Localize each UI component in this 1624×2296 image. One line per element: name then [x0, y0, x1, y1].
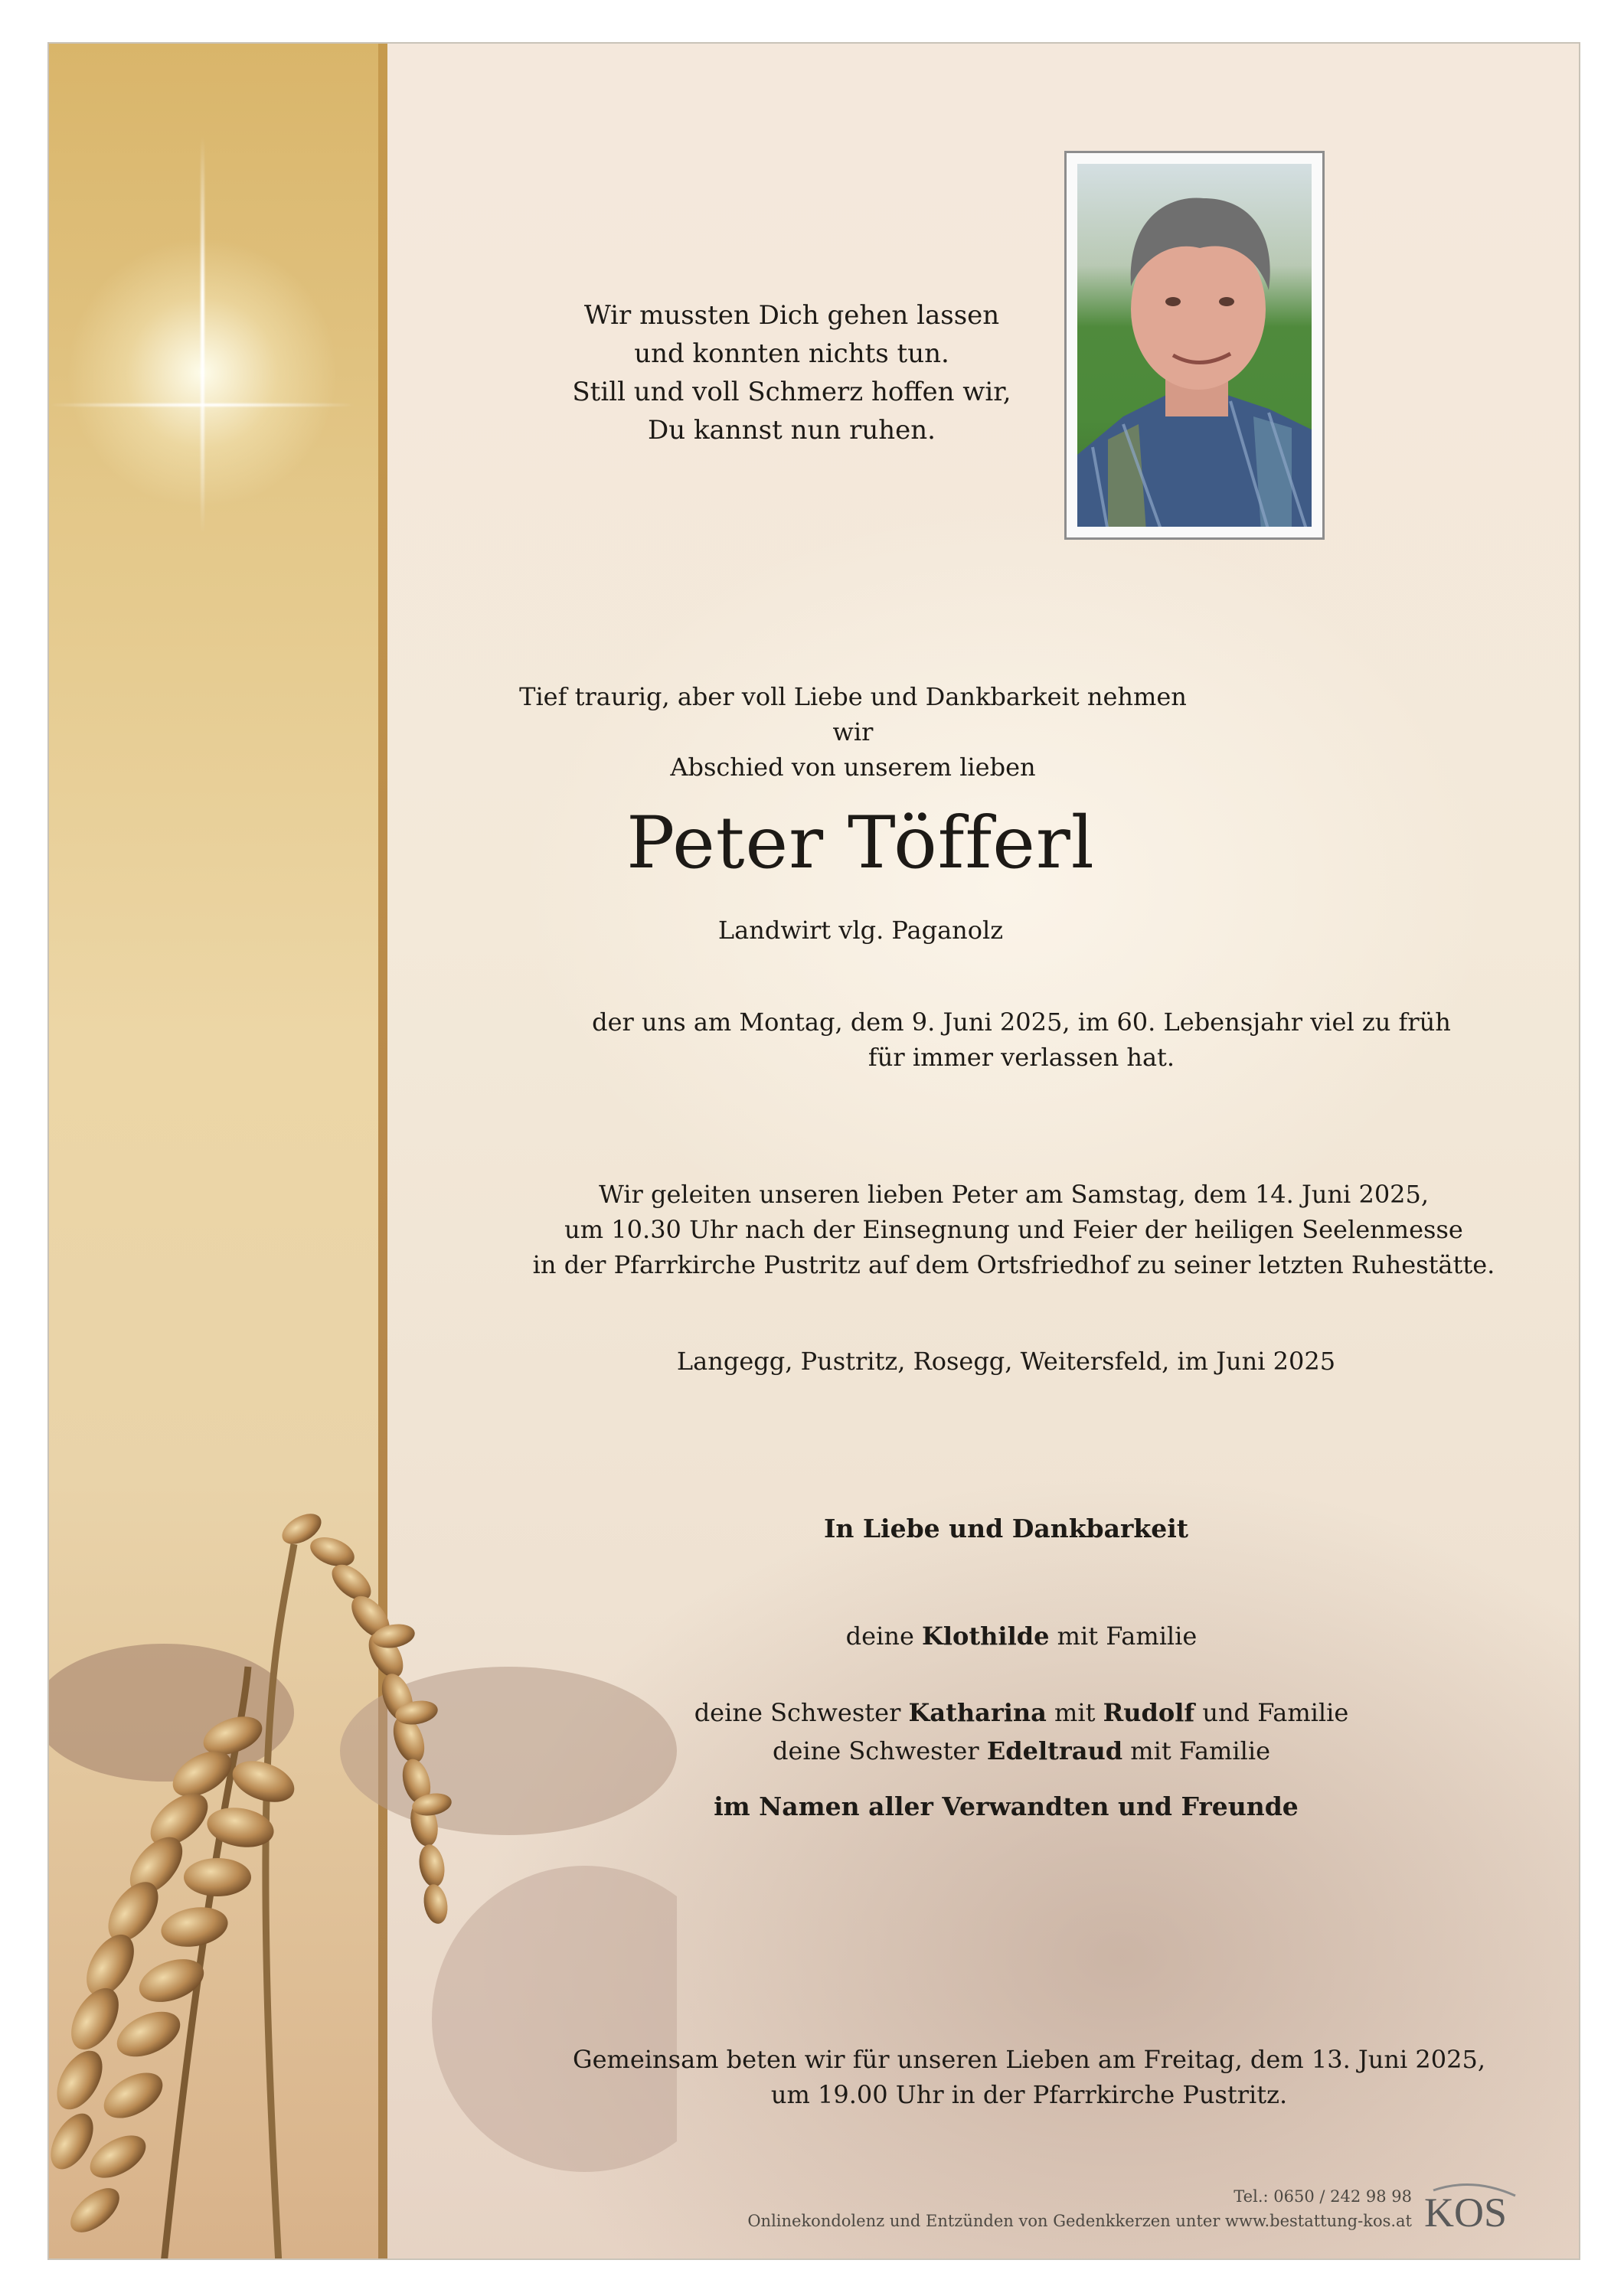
- mourner-sister-1: [524, 1693, 1519, 1732]
- death-notice-line: der uns am Montag, dem 9. Juni 2025, im 60. Lebensjahr viel zu früh: [592, 1008, 1451, 1037]
- death-notice: [501, 1004, 1542, 1075]
- deceased-name: Peter Töfferl: [626, 802, 1095, 885]
- funeral-line: Wir geleiten unseren lieben Peter am Samstag, dem 14. Juni 2025,: [598, 1180, 1430, 1209]
- portrait-photo: [1077, 164, 1312, 527]
- mourner-name: Klothilde: [922, 1622, 1050, 1651]
- wheat-icon: [49, 1483, 677, 2260]
- memorial-verse: [524, 296, 1060, 449]
- obituary-card: [47, 42, 1580, 2260]
- footer-phone: Tel.: 0650 / 242 98 98: [1234, 2187, 1412, 2206]
- mourner-prefix: deine Schwester: [772, 1736, 979, 1765]
- intro-text: [501, 679, 1205, 785]
- intro-line: Tief traurig, aber voll Liebe und Dankbarkeit nehmen wir: [519, 682, 1187, 746]
- kos-logo: [1420, 2177, 1527, 2238]
- cross-light-icon: [201, 136, 204, 534]
- mourner-name: Edeltraud: [986, 1736, 1123, 1765]
- mourner-prefix: deine Schwester: [694, 1698, 901, 1727]
- mourner-suffix: mit Familie: [1057, 1622, 1198, 1651]
- verse-line: Wir mussten Dich gehen lassen: [583, 300, 1000, 331]
- prayer-line: um 19.00 Uhr in der Pfarrkirche Pustritz.: [770, 2080, 1288, 2109]
- mourner-name: Katharina: [908, 1698, 1047, 1727]
- mourners-list: [524, 1617, 1519, 1770]
- prayer-line: Gemeinsam beten wir für unseren Lieben am Freitag, dem 13. Juni 2025,: [573, 2045, 1485, 2074]
- mourner-partner-name: Rudolf: [1103, 1698, 1195, 1727]
- verse-line: Du kannst nun ruhen.: [648, 415, 936, 446]
- mourner-prefix: deine: [845, 1622, 914, 1651]
- mourner-wife: [524, 1617, 1519, 1655]
- verse-line: und konnten nichts tun.: [634, 338, 949, 369]
- portrait-photo-frame: [1064, 151, 1325, 540]
- mourner-sister-2: [524, 1732, 1519, 1770]
- mourner-conjunction: mit: [1054, 1698, 1096, 1727]
- funeral-line: um 10.30 Uhr nach der Einsegnung und Feier der heiligen Seelenmesse: [564, 1215, 1463, 1244]
- funeral-line: in der Pfarrkirche Pustritz auf dem Ortsfriedhof zu seiner letzten Ruhestätte.: [532, 1250, 1495, 1279]
- mourner-suffix: und Familie: [1202, 1698, 1349, 1727]
- mourner-suffix: mit Familie: [1130, 1736, 1270, 1765]
- prayer-notice: [485, 2042, 1573, 2112]
- funeral-notice: [478, 1177, 1550, 1282]
- intro-line: Abschied von unserem lieben: [670, 753, 1036, 782]
- places-date: Langegg, Pustritz, Rosegg, Weitersfeld, im Juni 2025: [676, 1347, 1336, 1376]
- relatives-line: im Namen aller Verwandten und Freunde: [714, 1791, 1299, 1821]
- footer-website: Onlinekondolenz und Entzünden von Gedenkkerzen unter www.bestattung-kos.at: [747, 2212, 1412, 2230]
- logo-text: KOS: [1424, 2190, 1508, 2236]
- thanks-heading: In Liebe und Dankbarkeit: [823, 1514, 1189, 1543]
- deceased-occupation: Landwirt vlg. Paganolz: [717, 916, 1004, 945]
- verse-line: Still und voll Schmerz hoffen wir,: [572, 377, 1011, 407]
- cross-light-horizontal: [49, 403, 355, 407]
- death-notice-line: für immer verlassen hat.: [868, 1043, 1175, 1072]
